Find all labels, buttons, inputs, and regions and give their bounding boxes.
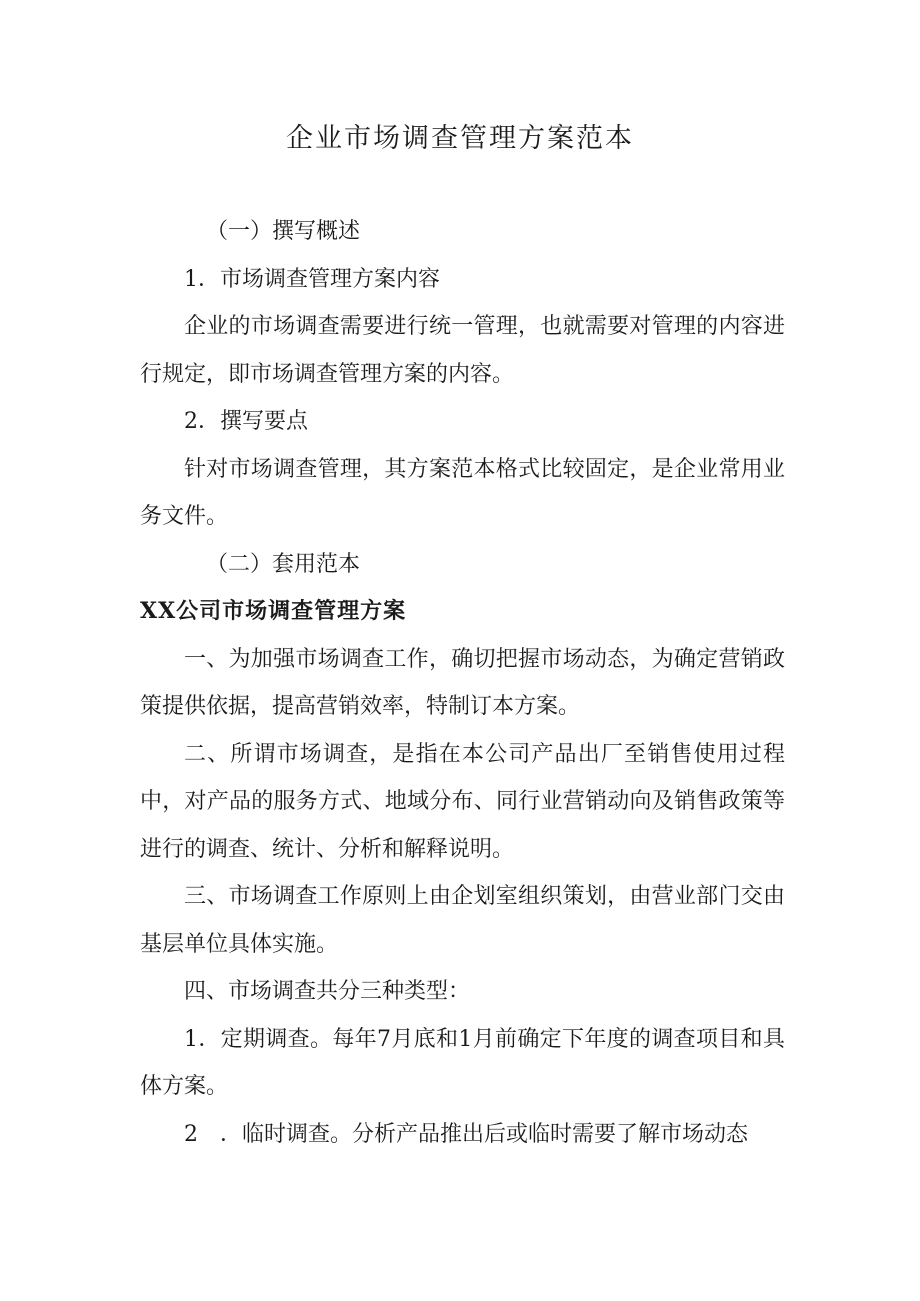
clause-4: 四、市场调查共分三种类型： <box>184 979 471 1004</box>
document-title: 企业市场调查管理方案范本 <box>286 123 634 154</box>
subheading-content: 1．市场调查管理方案内容 <box>184 266 440 292</box>
paragraph-content: 企业的市场调查需要进行统一管理，也就需要对管理的内容进行规定，即市场调查管理方案的内容。 <box>140 314 785 387</box>
template-title: XX公司市场调查管理方案 <box>140 598 407 624</box>
clause-4-item-2: 2 ．临时调查。分析产品推出后或临时需要了解市场动态 <box>184 1121 748 1147</box>
clause-2: 二、所谓市场调查，是指在本公司产品出厂至销售使用过程中，对产品的服务方式、地域分布、同行业营销动向及销售政策等进行的调查、统计、分析和解释说明。 <box>140 741 785 862</box>
document-body <box>140 208 785 1158</box>
section-heading-overview: （一）撰写概述 <box>206 219 361 244</box>
clause-1: 一、为加强市场调查工作，确切把握市场动态，为确定营销政策提供依据，提高营销效率，特制订本方案。 <box>140 646 785 719</box>
clause-3: 三、市场调查工作原则上由企划室组织策划，由营业部门交由基层单位具体实施。 <box>140 884 785 957</box>
subheading-key-points: 2．撰写要点 <box>184 409 308 434</box>
section-heading-template: （二）套用范本 <box>206 551 361 577</box>
clause-4-item-1: 1．定期调查。每年7月底和1月前确定下年度的调查项目和具体方案。 <box>140 1026 785 1099</box>
paragraph-key-points: 针对市场调查管理，其方案范本格式比较固定，是企业常用业务文件。 <box>140 456 785 529</box>
